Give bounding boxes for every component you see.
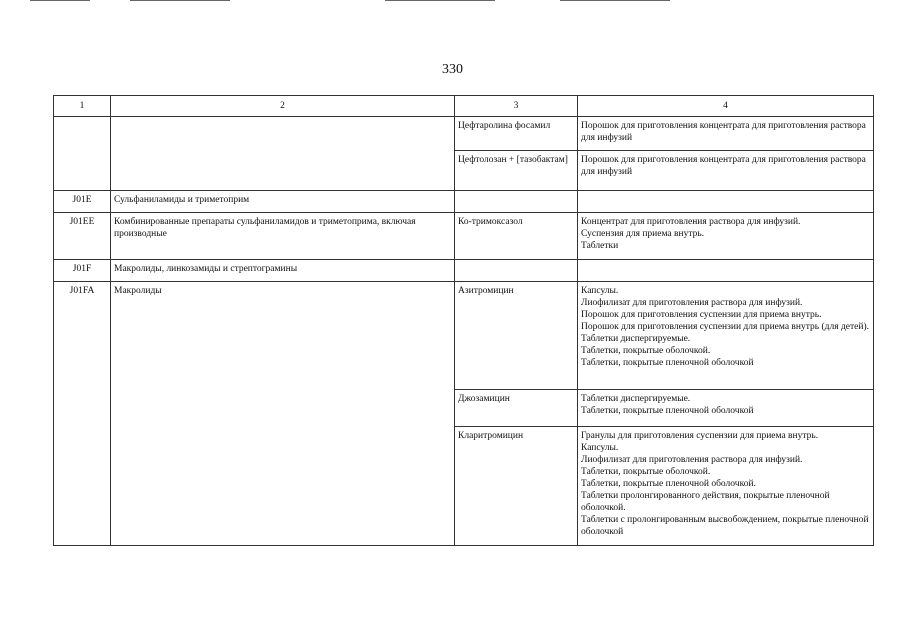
drug-name-cell: Цефтолозан + [тазобактам]	[455, 151, 578, 191]
drug-classification-table	[53, 95, 874, 546]
group-name-cell: Макролиды	[111, 282, 455, 546]
dosage-form: Концентрат для приготовления раствора для инфузий.	[581, 217, 801, 227]
table-header-row	[54, 96, 874, 117]
dosage-form: Таблетки, покрытые оболочкой.	[581, 467, 711, 477]
dosage-form: Лиофилизат для приготовления раствора для инфузий.	[581, 298, 803, 308]
dosage-forms-cell	[578, 151, 874, 191]
atc-code-cell: J01EE	[54, 213, 111, 260]
dosage-form: Капсулы.	[581, 443, 619, 453]
drug-name-cell: Джозамицин	[455, 390, 578, 427]
drug-name-cell: Ко-тримоксазол	[455, 213, 578, 260]
dosage-form: Таблетки	[581, 241, 619, 251]
dosage-form: Таблетки, покрытые пленочной оболочкой	[581, 358, 754, 368]
group-name-cell: Макролиды, линкозамиды и стрептограмины	[111, 260, 455, 282]
dosage-forms-cell	[578, 213, 874, 260]
dosage-form: Порошок для приготовления концентрата для приготовления раствора для инфузий	[581, 155, 866, 177]
column-header: 2	[111, 96, 455, 117]
dosage-form: Порошок для приготовления суспензии для приема внутрь (для детей).	[581, 322, 869, 332]
table-row	[54, 260, 874, 282]
atc-code-cell	[54, 117, 111, 191]
dosage-form: Суспензия для приема внутрь.	[581, 229, 705, 239]
group-name-cell	[111, 117, 455, 191]
group-name-cell: Сульфаниламиды и триметоприм	[111, 191, 455, 213]
dosage-forms-cell	[578, 191, 874, 213]
column-header: 1	[54, 96, 111, 117]
dosage-forms-cell	[578, 282, 874, 390]
dosage-form: Таблетки диспергируемые.	[581, 394, 691, 404]
dosage-form: Лиофилизат для приготовления раствора для инфузий.	[581, 455, 803, 465]
group-name-cell: Комбинированные препараты сульфаниламидов и триметоприма, включая производные	[111, 213, 455, 260]
table-row	[54, 282, 874, 390]
dosage-form: Капсулы.	[581, 286, 619, 296]
scan-top-marks	[0, 0, 905, 6]
dosage-form: Порошок для приготовления суспензии для приема внутрь.	[581, 310, 822, 320]
drug-name-cell	[455, 260, 578, 282]
dosage-forms-cell	[578, 260, 874, 282]
dosage-form: Таблетки, покрытые оболочкой.	[581, 346, 711, 356]
dosage-forms-cell	[578, 427, 874, 546]
atc-code-cell: J01E	[54, 191, 111, 213]
drug-name-cell	[455, 191, 578, 213]
dosage-forms-cell	[578, 390, 874, 427]
drug-name-cell: Кларитромицин	[455, 427, 578, 546]
page-number: 330	[442, 62, 463, 77]
table-row	[54, 191, 874, 213]
atc-code-cell: J01FA	[54, 282, 111, 546]
dosage-forms-cell	[578, 117, 874, 151]
atc-code-cell: J01F	[54, 260, 111, 282]
dosage-form: Таблетки, покрытые пленочной оболочкой.	[581, 479, 756, 489]
drug-name-cell: Азитромицин	[455, 282, 578, 390]
table-row	[54, 213, 874, 260]
table-row	[54, 117, 874, 151]
dosage-form: Таблетки пролонгированного действия, покрытые пленочной оболочкой.	[581, 491, 830, 513]
dosage-form: Таблетки с пролонгированным высвобождением, покрытые пленочной оболочкой	[581, 515, 869, 537]
column-header: 4	[578, 96, 874, 117]
column-header: 3	[455, 96, 578, 117]
dosage-form: Гранулы для приготовления суспензии для приема внутрь.	[581, 431, 819, 441]
dosage-form: Таблетки диспергируемые.	[581, 334, 691, 344]
dosage-form: Порошок для приготовления концентрата для приготовления раствора для инфузий	[581, 121, 866, 143]
drug-name-cell: Цефтаролина фосамил	[455, 117, 578, 151]
dosage-form: Таблетки, покрытые пленочной оболочкой	[581, 406, 754, 416]
